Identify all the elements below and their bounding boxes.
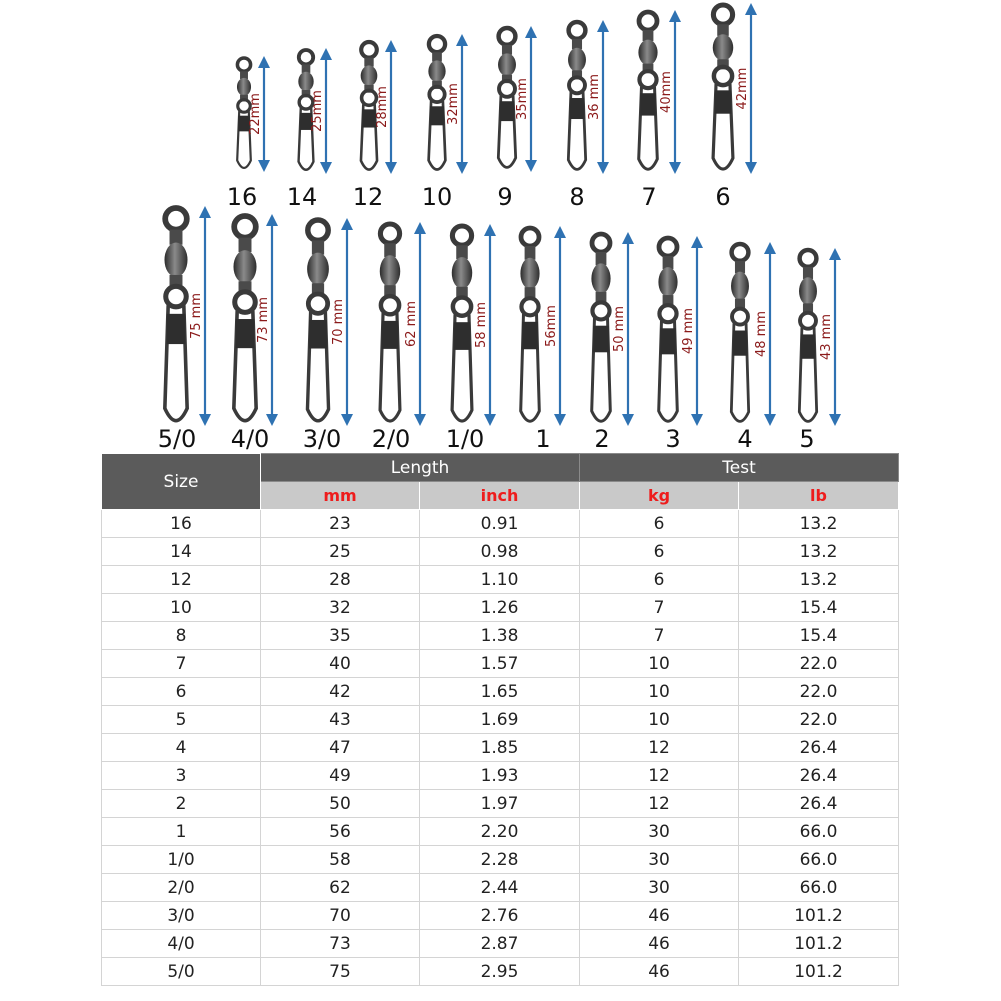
length-label: 25mm: [310, 90, 325, 132]
mm-cell: 43: [261, 706, 420, 734]
size-cell: 8: [102, 622, 261, 650]
size-cell: 5/0: [102, 958, 261, 986]
lb-cell: 26.4: [739, 790, 899, 818]
swivel-item: [520, 226, 566, 452]
size-cell: 4: [102, 734, 261, 762]
length-label: 58 mm: [474, 301, 489, 349]
length-label: 43 mm: [819, 313, 834, 361]
length-label: 50 mm: [612, 305, 627, 353]
inch-cell: 1.57: [420, 650, 580, 678]
size-label: 14: [286, 183, 318, 211]
swivel-item: [227, 56, 270, 211]
mm-cell: 35: [261, 622, 420, 650]
kg-cell: 30: [580, 874, 739, 902]
length-label: 40mm: [659, 71, 674, 113]
size-label: 8: [569, 183, 585, 211]
mm-cell: 49: [261, 762, 420, 790]
kg-cell: 46: [580, 958, 739, 986]
table-row: [102, 818, 899, 846]
mm-cell: 75: [261, 958, 420, 986]
size-label: 7: [641, 183, 657, 211]
table-row: [102, 678, 899, 706]
inch-cell: 2.95: [420, 958, 580, 986]
kg-cell: 10: [580, 706, 739, 734]
size-label: 9: [497, 183, 513, 211]
inch-cell: 2.20: [420, 818, 580, 846]
size-cell: 10: [102, 594, 261, 622]
swivel-drawing: [164, 208, 187, 421]
mm-cell: 56: [261, 818, 420, 846]
size-cell: 1/0: [102, 846, 261, 874]
length-label: 32mm: [446, 83, 461, 125]
lb-cell: 22.0: [739, 706, 899, 734]
mm-cell: 70: [261, 902, 420, 930]
lb-cell: 22.0: [739, 650, 899, 678]
swivel-item: [799, 248, 841, 452]
swivel-drawing: [428, 36, 445, 169]
inch-cell: 2.87: [420, 930, 580, 958]
unit-header-lb: lb: [739, 482, 899, 510]
swivel-drawing: [638, 12, 657, 169]
kg-cell: 10: [580, 678, 739, 706]
kg-cell: 10: [580, 650, 739, 678]
length-label: 75 mm: [189, 292, 204, 340]
kg-cell: 7: [580, 594, 739, 622]
size-cell: 4/0: [102, 930, 261, 958]
table-row: [102, 650, 899, 678]
size-cell: 7: [102, 650, 261, 678]
lb-cell: 101.2: [739, 958, 899, 986]
inch-cell: 2.44: [420, 874, 580, 902]
swivel-item: [446, 224, 496, 452]
swivel-drawing: [498, 28, 516, 167]
lb-cell: 66.0: [739, 818, 899, 846]
swivel-item: [658, 236, 703, 452]
kg-cell: 12: [580, 790, 739, 818]
size-label: 1/0: [445, 425, 485, 452]
swivel-item: [353, 40, 397, 211]
size-cell: 5: [102, 706, 261, 734]
swivel-item: [497, 26, 537, 211]
size-spec-table: [101, 453, 899, 986]
lb-cell: 13.2: [739, 566, 899, 594]
swivel-size-figure: [0, 0, 1001, 452]
table-row: [102, 510, 899, 538]
size-cell: 3/0: [102, 902, 261, 930]
size-label: 5: [799, 425, 815, 452]
swivel-item: [638, 10, 681, 211]
length-label: 35mm: [515, 78, 530, 120]
swivel-item: [568, 20, 609, 211]
lb-cell: 15.4: [739, 594, 899, 622]
size-cell: 2: [102, 790, 261, 818]
size-label: 5/0: [157, 425, 197, 452]
table-row: [102, 902, 899, 930]
lb-cell: 66.0: [739, 874, 899, 902]
table-row: [102, 930, 899, 958]
inch-cell: 1.85: [420, 734, 580, 762]
inch-cell: 2.76: [420, 902, 580, 930]
size-label: 2/0: [371, 425, 411, 452]
table-row: [102, 846, 899, 874]
size-label: 3/0: [302, 425, 342, 452]
lb-cell: 101.2: [739, 930, 899, 958]
swivel-item: [731, 242, 776, 452]
length-group-header: Length: [261, 454, 580, 482]
length-label: 62 mm: [404, 300, 419, 348]
lb-cell: 101.2: [739, 902, 899, 930]
lb-cell: 26.4: [739, 734, 899, 762]
lb-cell: 13.2: [739, 538, 899, 566]
inch-cell: 1.97: [420, 790, 580, 818]
kg-cell: 6: [580, 510, 739, 538]
inch-cell: 0.91: [420, 510, 580, 538]
swivel-drawing: [731, 244, 749, 421]
inch-cell: 1.10: [420, 566, 580, 594]
size-label: 4/0: [230, 425, 270, 452]
size-column-header: Size: [102, 454, 261, 510]
table-row: [102, 566, 899, 594]
inch-cell: 1.93: [420, 762, 580, 790]
swivel-item: [303, 218, 353, 452]
size-cell: 12: [102, 566, 261, 594]
size-cell: 14: [102, 538, 261, 566]
swivel-drawing: [713, 5, 733, 169]
mm-cell: 25: [261, 538, 420, 566]
swivel-item: [231, 214, 278, 452]
inch-cell: 2.28: [420, 846, 580, 874]
inch-cell: 1.38: [420, 622, 580, 650]
mm-cell: 50: [261, 790, 420, 818]
kg-cell: 6: [580, 538, 739, 566]
mm-cell: 32: [261, 594, 420, 622]
lb-cell: 22.0: [739, 678, 899, 706]
length-label: 42mm: [735, 67, 750, 110]
table-row: [102, 538, 899, 566]
swivel-drawing: [799, 250, 817, 421]
kg-cell: 46: [580, 930, 739, 958]
inch-cell: 1.65: [420, 678, 580, 706]
size-cell: 3: [102, 762, 261, 790]
swivel-drawing: [452, 226, 472, 421]
table-row: [102, 622, 899, 650]
swivel-item: [713, 3, 757, 211]
swivel-drawing: [233, 216, 256, 421]
size-label: 10: [421, 183, 453, 211]
size-label: 3: [665, 425, 681, 452]
length-label: 36 mm: [587, 73, 602, 121]
swivel-item: [287, 48, 332, 211]
size-cell: 16: [102, 510, 261, 538]
unit-header-kg: kg: [580, 482, 739, 510]
mm-cell: 73: [261, 930, 420, 958]
size-label: 16: [226, 183, 258, 211]
kg-cell: 6: [580, 566, 739, 594]
swivel-drawing: [658, 238, 677, 421]
length-label: 28mm: [375, 86, 390, 128]
kg-cell: 46: [580, 902, 739, 930]
size-label: 6: [715, 183, 731, 211]
inch-cell: 1.26: [420, 594, 580, 622]
length-label: 73 mm: [256, 296, 271, 344]
lb-cell: 66.0: [739, 846, 899, 874]
mm-cell: 58: [261, 846, 420, 874]
table-row: [102, 762, 899, 790]
lb-cell: 15.4: [739, 622, 899, 650]
kg-cell: 30: [580, 846, 739, 874]
inch-cell: 0.98: [420, 538, 580, 566]
mm-cell: 47: [261, 734, 420, 762]
inch-cell: 1.69: [420, 706, 580, 734]
mm-cell: 28: [261, 566, 420, 594]
lb-cell: 26.4: [739, 762, 899, 790]
swivel-item: [422, 34, 468, 211]
unit-header-mm: mm: [261, 482, 420, 510]
unit-header-inch: inch: [420, 482, 580, 510]
table-row: [102, 706, 899, 734]
kg-cell: 30: [580, 818, 739, 846]
swivel-drawing: [591, 234, 610, 421]
swivel-drawing: [520, 228, 539, 421]
swivel-drawing: [380, 224, 400, 421]
size-label: 2: [594, 425, 610, 452]
swivel-drawing: [307, 220, 329, 421]
test-group-header: Test: [580, 454, 899, 482]
kg-cell: 12: [580, 734, 739, 762]
top-row-swivels: [227, 3, 757, 211]
length-label: 70 mm: [331, 298, 346, 346]
size-label: 1: [535, 425, 551, 452]
size-label: 12: [352, 183, 384, 211]
swivel-item: [158, 206, 211, 452]
table-row: [102, 958, 899, 986]
kg-cell: 7: [580, 622, 739, 650]
size-cell: 2/0: [102, 874, 261, 902]
mm-cell: 23: [261, 510, 420, 538]
table-row: [102, 594, 899, 622]
mm-cell: 42: [261, 678, 420, 706]
table-row: [102, 734, 899, 762]
bottom-row-swivels: [158, 206, 841, 452]
length-label: 56mm: [544, 305, 559, 347]
size-cell: 1: [102, 818, 261, 846]
kg-cell: 12: [580, 762, 739, 790]
table-body: [102, 510, 899, 986]
swivel-item: [591, 232, 634, 452]
size-cell: 6: [102, 678, 261, 706]
length-label: 49 mm: [681, 307, 696, 355]
mm-cell: 40: [261, 650, 420, 678]
swivel-drawing: [568, 22, 586, 169]
swivel-item: [372, 222, 426, 452]
lb-cell: 13.2: [739, 510, 899, 538]
swivel-illustration: [0, 0, 1001, 452]
table-row: [102, 874, 899, 902]
size-label: 4: [737, 425, 753, 452]
mm-cell: 62: [261, 874, 420, 902]
length-label: 48 mm: [754, 310, 769, 358]
table-row: [102, 790, 899, 818]
length-label: 22mm: [248, 93, 263, 135]
